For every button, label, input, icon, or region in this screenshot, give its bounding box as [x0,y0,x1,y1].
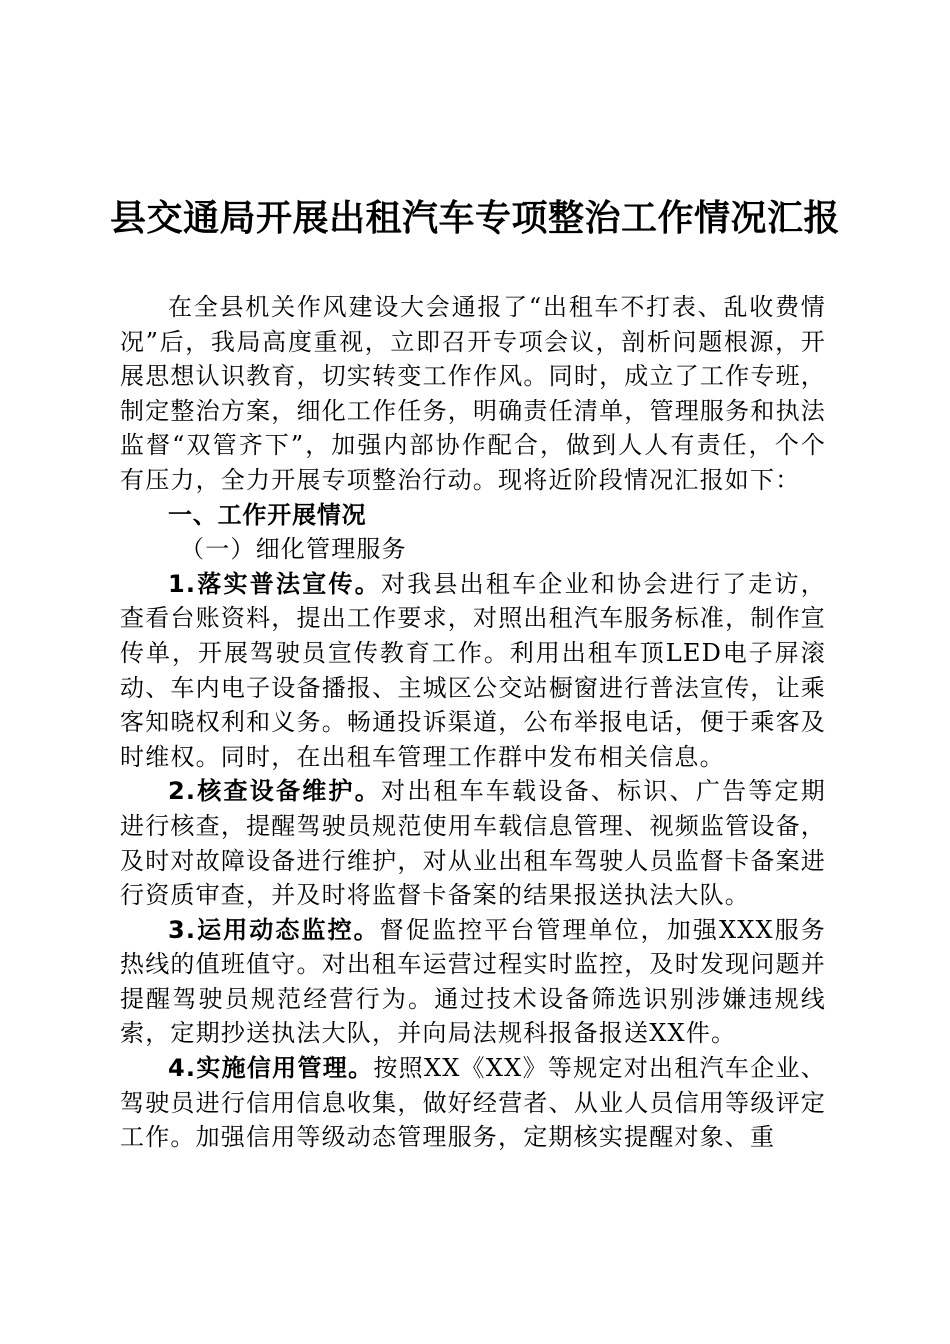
item-paragraph-2 [120,774,826,912]
item-text-1: 对我县出租车企业和协会进行了走访，查看台账资料，提出工作要求，对照出租汽车服务标准，制作宣传单，开展驾驶员宣传教育工作。利用出租车顶LED电子屏滚动、车内电子设备播报、主城区公交站橱窗进行普法宣传，让乘客知晓权利和义务。畅通投诉渠道，公布举报电话，便于乘客及时维权。同时，在出租车管理工作群中发布相关信息。 [120,569,826,771]
item-lead-4: 4.实施信用管理。 [168,1054,374,1083]
item-lead-2: 2.核查设备维护。 [168,777,381,806]
item-paragraph-1 [120,567,826,775]
subsection-heading: （一）细化管理服务 [180,535,407,564]
item-text-2: 对出租车车载设备、标识、广告等定期进行核查，提醒驾驶员规范使用车载信息管理、视频监管设备，及时对故障设备进行维护，对从业出租车驾驶人员监督卡备案进行资质审查，并及时将监督卡备案的结果报送执法大队。 [120,777,826,910]
document-body [120,290,826,1155]
item-lead-1: 1.落实普法宣传。 [168,569,381,598]
item-lead-3: 3.运用动态监控。 [168,915,380,944]
item-text-3: 督促监控平台管理单位，加强XXX服务热线的值班值守。对出租车运营过程实时监控，及时发现问题并提醒驾驶员规范经营行为。通过技术设备筛选识别涉嫌违规线索，定期抄送执法大队，并向局法规科报备报送XX件。 [120,915,827,1048]
item-paragraph-4 [120,1051,826,1155]
section-heading: 一、工作开展情况 [168,500,367,529]
item-text-4: 按照XX《XX》等规定对出租汽车企业、驾驶员进行信用信息收集，做好经营者、从业人员信用等级评定工作。加强信用等级动态管理服务，定期核实提醒对象、重 [120,1054,826,1152]
item-paragraph-3 [120,913,826,1051]
document-title: 县交通局开展出租汽车专项整治工作情况汇报 [109,198,840,239]
intro-paragraph: 在全县机关作风建设大会通报了“出租车不打表、乱收费情况”后，我局高度重视，立即召开专项会议，剖析问题根源，开展思想认识教育，切实转变工作作风。同时，成立了工作专班，制定整治方案，细化工作任务，明确责任清单，管理服务和执法监督“双管齐下”，加强内部协作配合，做到人人有责任，个个有压力，全力开展专项整治行动。现将近阶段情况汇报如下： [120,293,826,494]
